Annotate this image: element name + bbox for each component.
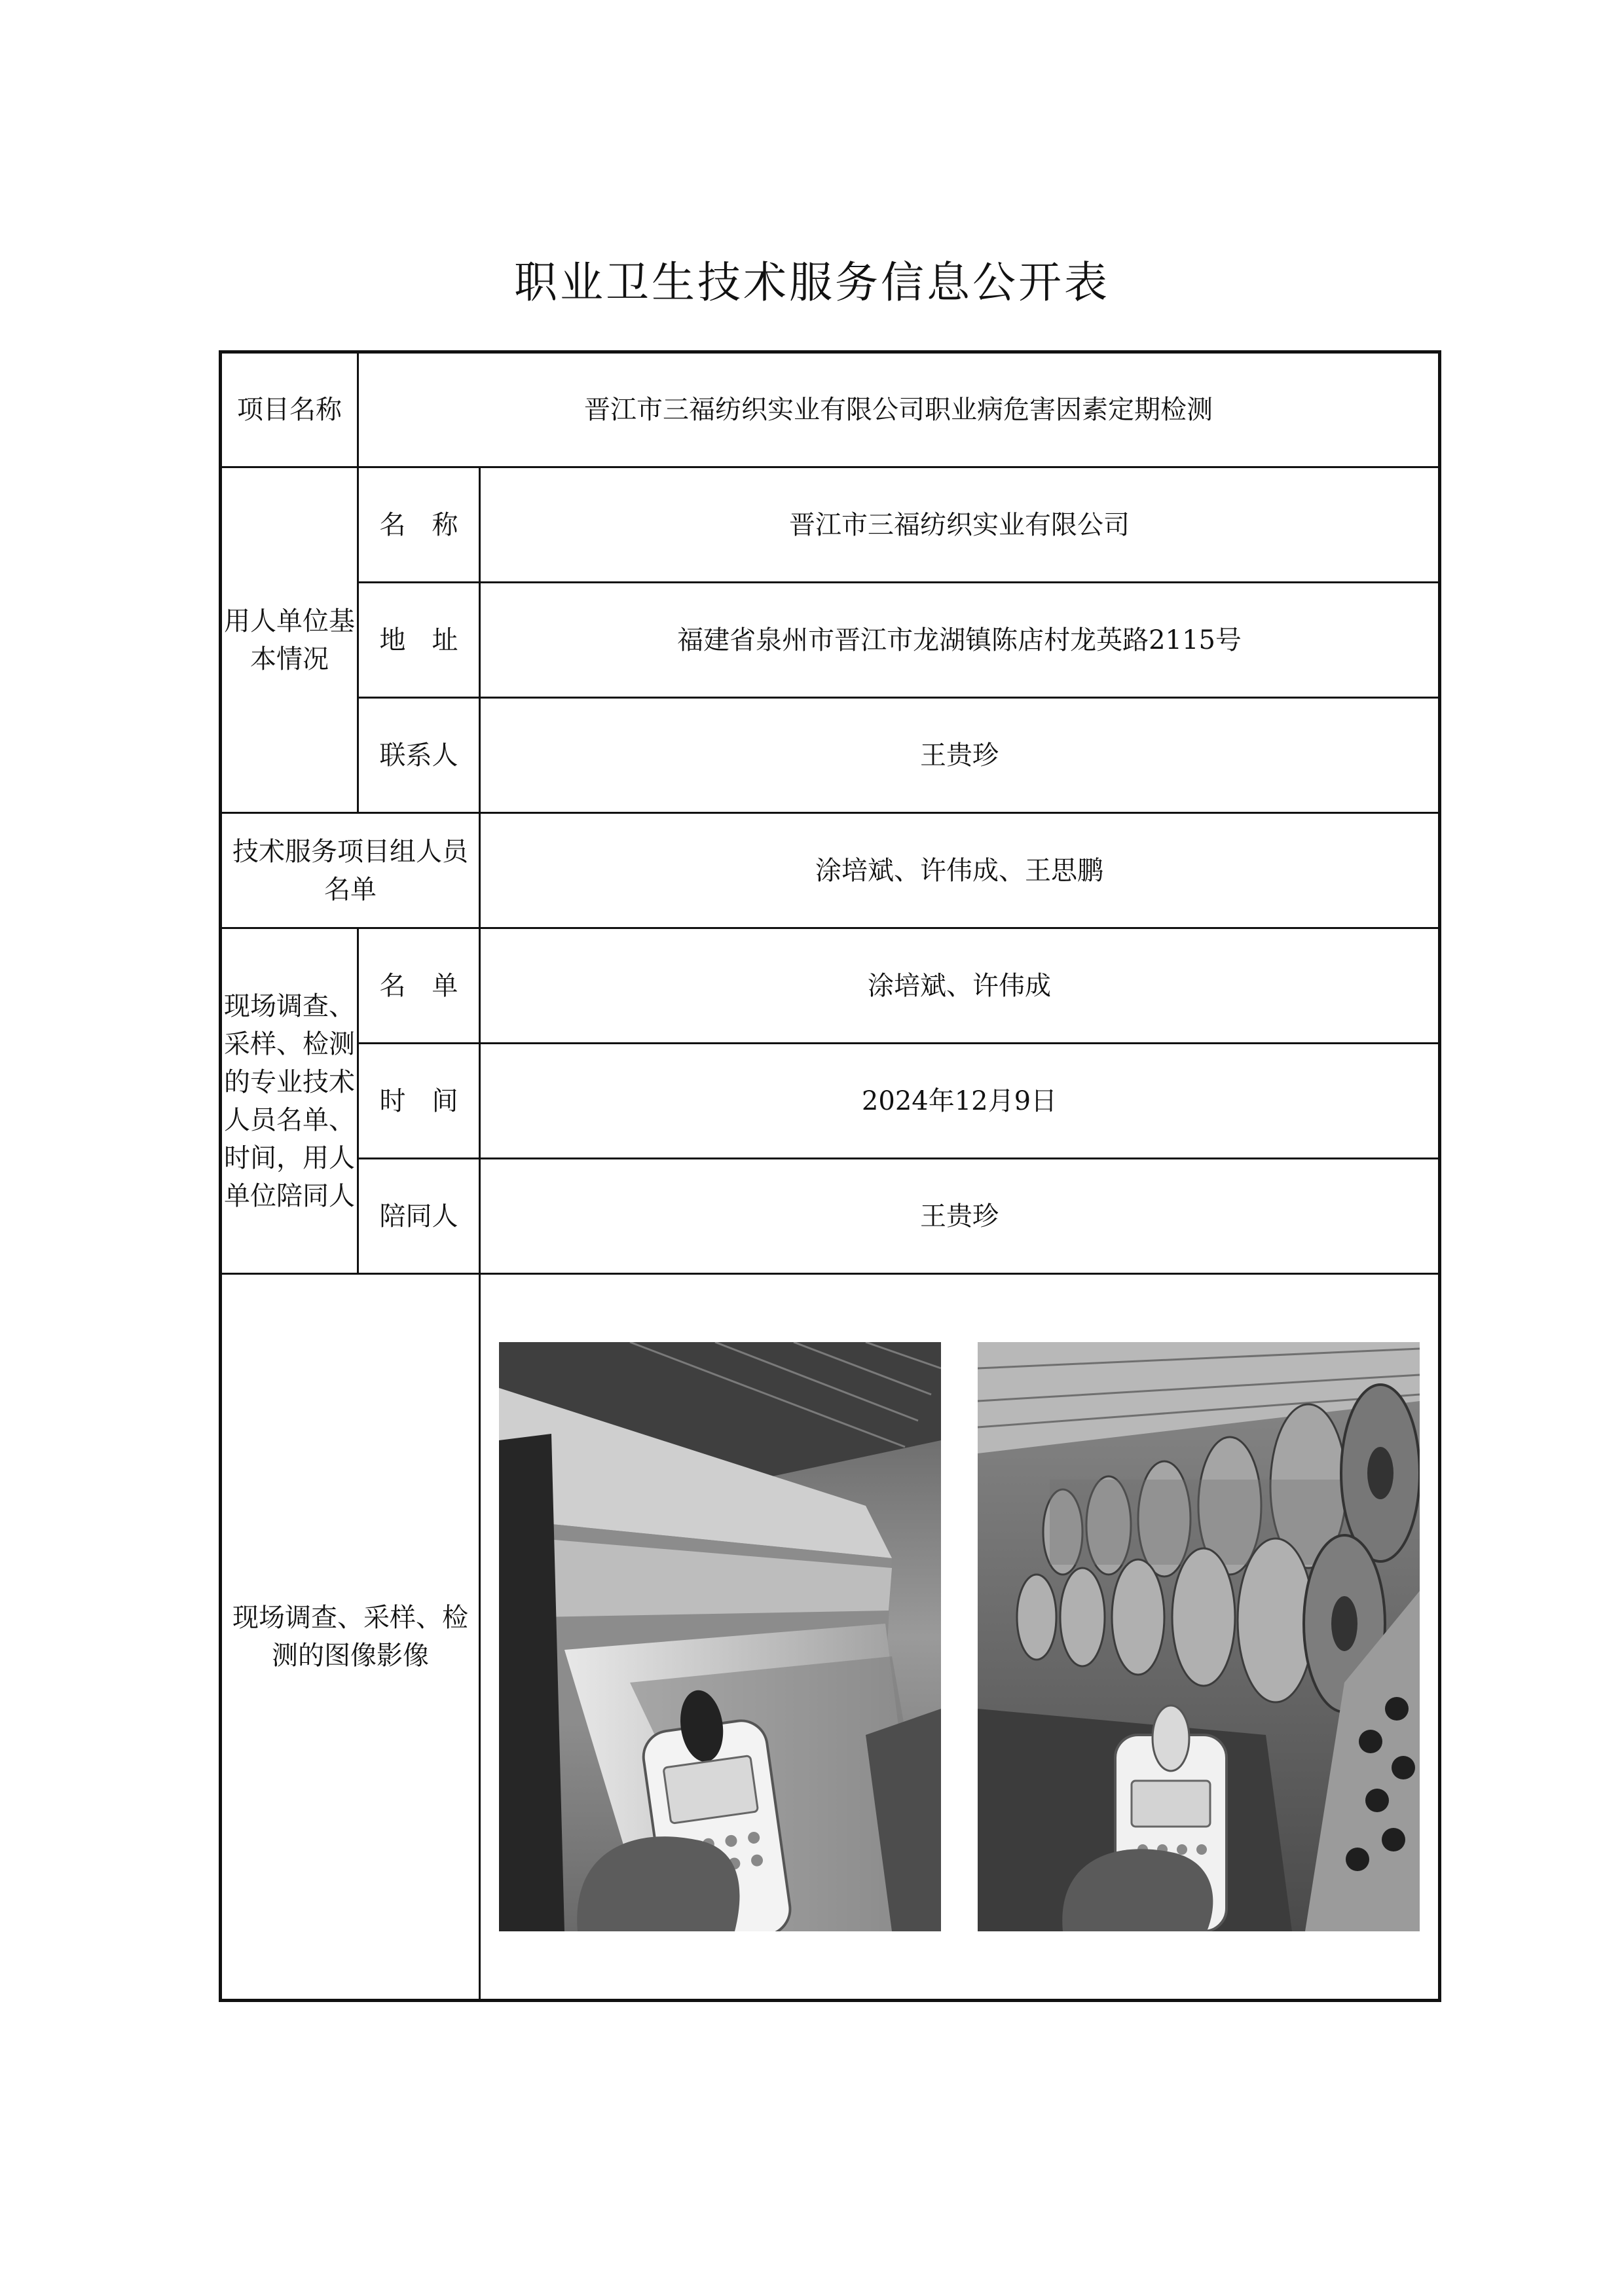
images-cell xyxy=(480,1274,1440,2001)
onsite-label: 现场调查、采样、检测的专业技术人员名单、时间，用人单位陪同人 xyxy=(221,928,358,1274)
employer-address-label: 地 址 xyxy=(358,583,480,698)
onsite-list-row xyxy=(221,928,1440,1044)
team-label: 技术服务项目组人员名单 xyxy=(221,813,480,928)
images-label: 现场调查、采样、检测的图像影像 xyxy=(221,1274,480,2001)
employer-contact-row xyxy=(221,698,1440,813)
project-label: 项目名称 xyxy=(221,352,358,467)
photo-gallery xyxy=(481,1342,1438,1931)
site-photo-1 xyxy=(499,1342,941,1931)
employer-name-row xyxy=(221,467,1440,583)
images-row xyxy=(221,1274,1440,2001)
employer-contact: 王贵珍 xyxy=(480,698,1440,813)
site-photo-2-image xyxy=(978,1342,1420,1931)
onsite-escort-label: 陪同人 xyxy=(358,1159,480,1274)
employer-name-label: 名 称 xyxy=(358,467,480,583)
employer-label: 用人单位基本情况 xyxy=(221,467,358,813)
info-table xyxy=(219,350,1441,2002)
onsite-time-label: 时 间 xyxy=(358,1044,480,1159)
employer-address-row xyxy=(221,583,1440,698)
onsite-list: 涂培斌、许伟成 xyxy=(480,928,1440,1044)
employer-contact-label: 联系人 xyxy=(358,698,480,813)
site-photo-1-image xyxy=(499,1342,941,1931)
team-members: 涂培斌、许伟成、王思鹏 xyxy=(480,813,1440,928)
employer-address: 福建省泉州市晋江市龙湖镇陈店村龙英路2115号 xyxy=(480,583,1440,698)
onsite-time: 2024年12月9日 xyxy=(480,1044,1440,1159)
project-name: 晋江市三福纺织实业有限公司职业病危害因素定期检测 xyxy=(358,352,1440,467)
onsite-time-row xyxy=(221,1044,1440,1159)
onsite-escort: 王贵珍 xyxy=(480,1159,1440,1274)
team-row xyxy=(221,813,1440,928)
onsite-escort-row xyxy=(221,1159,1440,1274)
onsite-list-label: 名 单 xyxy=(358,928,480,1044)
employer-name: 晋江市三福纺织实业有限公司 xyxy=(480,467,1440,583)
project-row xyxy=(221,352,1440,467)
site-photo-2 xyxy=(978,1342,1420,1931)
document-title: 职业卫生技术服务信息公开表 xyxy=(514,257,1110,308)
